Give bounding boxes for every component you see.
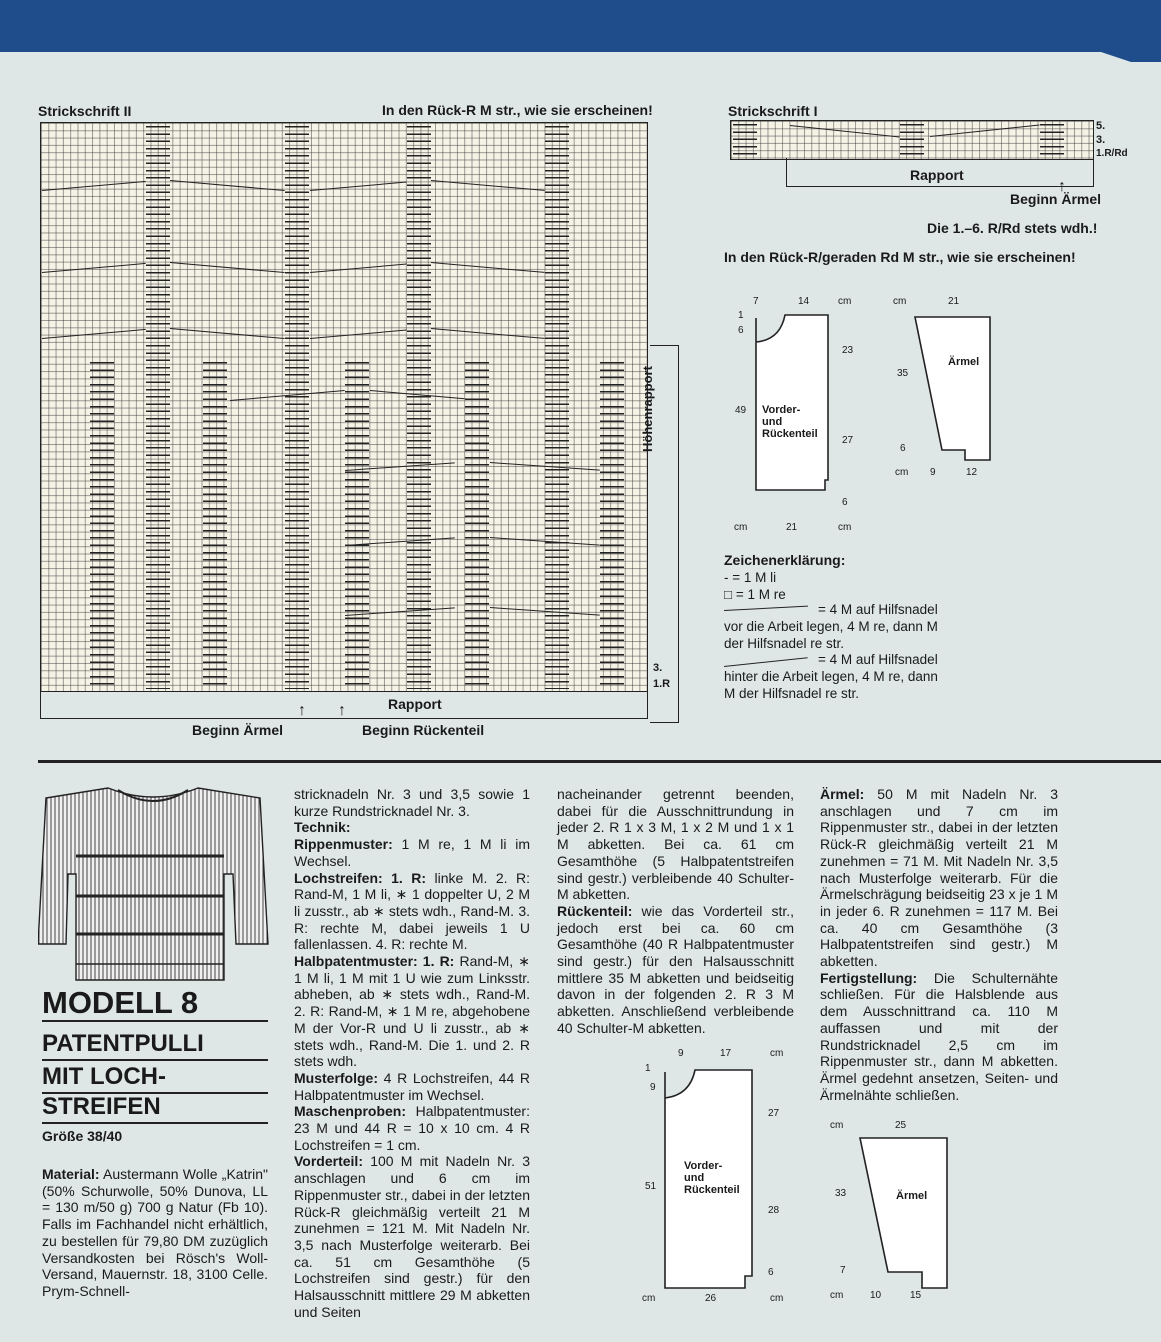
arrow-up-icon: ↑ [338,702,346,719]
technik-label: Technik: [294,819,351,836]
schema-bottom-body-label: Vorder- und Rückenteil [684,1160,740,1196]
dim-label: 10 [870,1290,882,1301]
dim-label: cm [830,1120,844,1131]
purl-column [733,122,757,157]
chart1-repeat-note: Die 1.–6. R/Rd stets wdh.! [927,220,1098,236]
height-repeat-label: Höhenrapport [640,366,655,452]
legend-cable-front-c: der Hilfsnadel re str. [724,636,845,651]
beginn-ruecken-label: Beginn Rückenteil [362,722,485,738]
dim-label: 49 [735,405,747,416]
dim-label: cm [893,296,907,307]
legend-cable-back-c: M der Hilfsnadel re str. [724,686,860,701]
purl-column [345,360,369,690]
legend-cable-front-icon [724,606,808,612]
legend-cable-front-b: vor die Arbeit legen, 4 M re, dann M [724,619,938,634]
sweater-illustration [38,784,270,990]
dim-label: 27 [768,1108,780,1119]
dim-label: 9 [678,1048,684,1059]
legend-purl: - = 1 M li [724,570,777,585]
material-paragraph [42,1166,268,1300]
schema-top-body-label: Vorder- und Rückenteil [762,404,818,440]
purl-column [285,124,309,689]
column-3 [557,786,794,1037]
schema-bottom-sleeve-label: Ärmel [896,1190,928,1202]
folge-label: Musterfolge: [294,1069,378,1086]
dim-label: 6 [842,497,848,508]
aermel-text: 50 M mit Nadeln Nr. 3 anschlagen und 7 cm im Rippenmuster str., dabei in der letzten Rück-R gleichmäßig verteilt 21 M zunehmen = 71 M. Mit Nadeln Nr. 3,5 nach Musterfolge weiterarb. Für die Ärmelschrägung beidseitig 23 x je 1 M in jeder 6. R zunehmen = 117 M. Bei ca. 40 cm Gesamthöhe (3 Halbpatentstreifen sind gestr.) M abketten. [820,786,1058,970]
dim-label: 6 [900,443,906,454]
rippen-label: Rippenmuster: [294,836,393,853]
dim-label: 17 [720,1048,732,1059]
chart1-row3: 3. [1096,134,1106,146]
arrow-up-icon: ↑ [1058,178,1066,195]
dim-label: cm [895,467,909,478]
dim-label: 27 [842,435,854,446]
halb-text: Rand-M, ∗ 1 M li, 1 M mit 1 U wie zum Linksstr. abheben, ab ∗ stets wdh., Rand-M. 2. R: Rand-M, ∗ 1 M re, abgehobene M der Vor-R und U li zusstr., ab ∗ stets wdh., Rand-M. Die 1. und 2. R stets wdh. [294,953,530,1070]
col2-intro: stricknadeln Nr. 3 und 3,5 sowie 1 kurze Rundstricknadel Nr. 3. [294,786,530,819]
purl-column [407,124,431,689]
halb-label: Halbpatentmuster: 1. R: [294,953,455,970]
legend-cable-back-b: hinter die Arbeit legen, 4 M re, dann [724,669,938,684]
legend-title: Zeichenerklärung: [724,552,846,568]
dim-label: 15 [910,1290,922,1301]
model-subtitle-3: STREIFEN [42,1093,161,1120]
dim-label: 12 [966,467,978,478]
dim-label: cm [830,1290,844,1301]
schema-bottom-outline [620,1040,960,1300]
column-2 [294,786,530,1321]
dim-label: 9 [650,1082,656,1093]
folge-text: 4 R Lochstreifen, 44 R Halbpatentmuster im Wechsel. [294,1069,530,1103]
ruecken-label: Rückenteil: [557,902,633,919]
dim-label: 21 [948,296,960,307]
dim-label: 7 [840,1265,846,1276]
chart2-rapport-label: Rapport [388,696,442,712]
fertig-label: Fertigstellung: [820,969,918,986]
top-band-corner [1101,52,1161,62]
dim-label: cm [838,296,852,307]
purl-column [545,124,569,689]
dim-label: 51 [645,1181,657,1192]
model-subtitle-2: MIT LOCH- [42,1063,166,1090]
top-color-band [0,0,1161,52]
purl-column [600,360,624,690]
purl-column [90,360,114,690]
dim-label: cm [770,1293,784,1304]
dim-label: 14 [798,296,810,307]
chart1-row5: 5. [1096,120,1106,132]
proben-text: Halbpatentmuster: 23 M und 44 R = 10 x 10 cm. 4 R Lochstreifen = 1 cm. [294,1103,530,1153]
dim-label: 33 [835,1188,847,1199]
dim-label: 6 [768,1267,774,1278]
chart2-row3: 3. [653,662,663,674]
legend-cable-back-icon [724,657,808,667]
dim-label: 28 [768,1205,780,1216]
arrow-up-icon: ↑ [298,702,306,719]
dim-label: 6 [738,325,744,336]
schema-top-outline [700,285,1030,540]
dim-label: 25 [895,1120,907,1131]
chart1-row1: 1.R/Rd [1096,148,1128,159]
proben-label: Maschenproben: [294,1103,407,1120]
legend-cable-front-a: = 4 M auf Hilfsnadel [818,602,938,617]
dim-label: 21 [786,522,798,533]
dim-label: 35 [897,368,909,379]
loch-text: linke M. 2. R: Rand-M, 1 M li, ∗ 1 doppelter U, 2 M li zusstr., ab ∗ stets wdh., Rand-M. 3. R: rechte M, dabei jeweils 1 U fallenlassen. 4. R: rechte M. [294,869,530,953]
purl-column [900,122,924,157]
chart1-title: Strickschrift I [728,103,818,119]
chart1-note: In den Rück-R/geraden Rd M str., wie sie erscheinen! [724,249,1076,265]
ruecken-text: wie das Vorderteil str., jedoch erst bei ca. 60 cm Gesamthöhe (40 R Halbpatentmuster sind gestr.) für den Halsausschnitt mittlere 35 M abketten und beidseitig davon in der folgenden 2. R 3 M abketten. Anschließend verbleibende 40 Schulter-M abketten. [557,902,794,1036]
model-size: Größe 38/40 [42,1128,123,1144]
dim-label: 26 [705,1293,717,1304]
beginn-aermel-label: Beginn Ärmel [192,722,284,738]
subtitle-rule [42,1122,268,1124]
legend-knit: □ = 1 M re [724,587,786,602]
chart1-beginn-aermel: Beginn Ärmel [1010,191,1102,207]
chart1-rapport-label: Rapport [910,167,964,183]
chart2-row1: 1.R [653,678,671,690]
heading-rule [42,1020,268,1022]
schema-top-sleeve-label: Ärmel [948,356,980,368]
loch-label: Lochstreifen: 1. R: [294,869,427,886]
dim-label: 23 [842,345,854,356]
chart2-note: In den Rück-R M str., wie sie erscheinen! [382,102,653,118]
dim-label: 1 [738,310,744,321]
dim-label: 9 [930,467,936,478]
material-text: Austermann Wolle „Katrin" (50% Schurwolle, 50% Dunova, LL = 130 m/50 g) 700 g Natur (Fb 10). Falls im Fachhandel nicht erhältlich, zu bestellen für 79,80 DM zuzüglich Versandkosten bei Rösch's Woll-Versand, Mauernstr. 18, 3100 Celle. Prym-Schnell- [42,1166,268,1299]
material-label: Material: [42,1166,100,1182]
model-subtitle-1: PATENTPULLI [42,1030,204,1057]
model-heading: MODELL 8 [42,985,199,1020]
legend-cable-back-a: = 4 M auf Hilfsnadel [818,652,938,667]
vorder-label: Vorderteil: [294,1153,363,1170]
subtitle-rule [42,1059,268,1061]
dim-label: cm [642,1293,656,1304]
chart2-title: Strickschrift II [38,103,132,119]
purl-column [465,360,489,690]
dim-label: cm [838,522,852,533]
purl-column [146,124,170,689]
vorder-text: 100 M mit Nadeln Nr. 3 anschlagen und 6 cm im Rippenmuster str., dabei in der letzten Rück-R gleichmäßig verteilt 21 M zunehmen = 121 M. Mit Nadeln Nr. 3,5 nach Musterfolge weiterarb. Bei ca. 51 cm Gesamthöhe (5 Lochstreifen sind gestr.) für den Halsausschnitt mittlere 29 M abketten und Seiten [294,1153,530,1320]
purl-column [203,360,227,690]
dim-label: 7 [753,296,759,307]
aermel-label: Ärmel: [820,786,865,802]
rippen-text: 1 M re, 1 M li im Wechsel. [294,836,530,869]
purl-column [1040,122,1064,157]
dim-label: cm [770,1048,784,1059]
dim-label: cm [734,522,748,533]
dim-label: 1 [645,1063,651,1074]
section-divider [38,760,1161,763]
col3-text1: nacheinander getrennt beenden, dabei für die Ausschnittrundung in jeder 2. R 1 x 3 M, 1 x 2 M und 1 x 1 M abketten. Bei ca. 61 cm Gesamthöhe (5 Halbpatentstreifen sind gestr.) verbleibende 40 Schulter-M abketten. [557,786,794,903]
fertig-text: Die Schulternähte schließen. Für die Halsblende aus dem Ausschnittrand ca. 110 M auffassen und mit der Rundstricknadel 2,5 cm im Rippenmuster str., dann M abketten. Ärmel gedehnt ansetzen, Seiten- und Ärmelnähte schließen. [820,969,1058,1103]
